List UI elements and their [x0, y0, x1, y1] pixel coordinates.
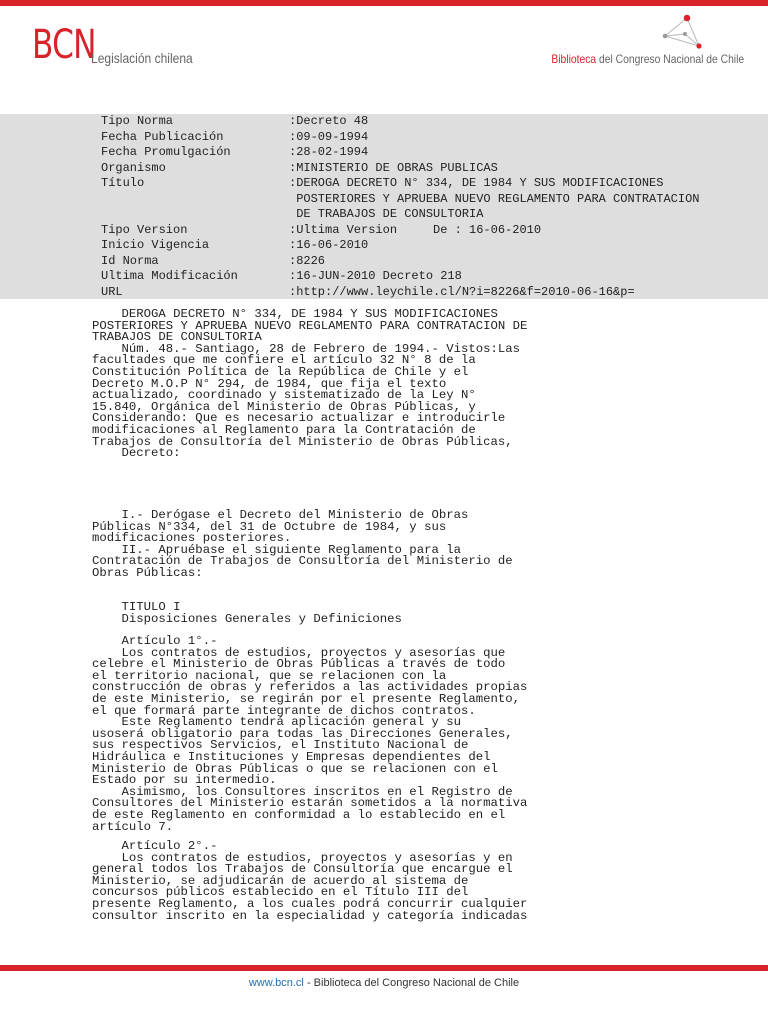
footer-link[interactable]: www.bcn.cl	[248, 977, 304, 989]
meta-label: Título	[101, 176, 145, 190]
network-logo-icon	[661, 12, 705, 52]
meta-value: :16-JUN-2010 Decreto 218	[289, 269, 462, 283]
library-name	[551, 52, 744, 66]
footer-text: - Biblioteca del Congreso Nacional de Chile	[303, 977, 520, 989]
meta-value: :Ultima Version De : 16-06-2010	[289, 222, 542, 237]
meta-value: DE TRABAJOS DE CONSULTORIA	[289, 207, 484, 221]
meta-value: :MINISTERIO DE OBRAS PUBLICAS	[289, 160, 498, 175]
library-prefix: Biblioteca	[551, 52, 596, 66]
meta-label: URL	[101, 284, 123, 299]
meta-label: Inicio Vigencia	[101, 238, 210, 252]
titulo-heading: TITULO I Disposiciones Generales y Definiciones	[121, 600, 402, 626]
url-link[interactable]: :http://www.leychile.cl/N?i=8226&f=2010-06-16&p=	[289, 284, 635, 299]
meta-value: :DEROGA DECRETO N° 334, DE 1984 Y SUS MODIFICACIONES	[289, 176, 664, 190]
logo-subtitle: Legislación chilena	[91, 50, 193, 66]
bottom-red-bar	[0, 965, 768, 971]
footer	[0, 977, 768, 989]
decree-preamble: DEROGA DECRETO N° 334, DE 1984 Y SUS MODIFICACIONES POSTERIORES Y APRUEBA NUEVO REGLAMENTO PARA CONTRATACION DE TRABAJOS DE CONSULTORIA Núm. 48.- Santiago, 28 de Febrero de 1994.- Vistos:Las facultades que me confiere el artículo 32 N° 8 de la Constitución Política de la República de Chile y el Decreto M.O.P N° 294, de 1984, que fija el texto actualizado, coordinado y sistematizado de la Ley N° 15.840, Orgánica del Ministerio de Obras Públicas, y Considerando: Que es necesario actualizar e introducirle modificaciones al Reglamento para la Contratación de Trabajos de Consultoría del Ministerio de Obras Públicas, Decreto:	[92, 307, 528, 461]
bcn-logo: BCN	[32, 22, 96, 68]
meta-label: Fecha Publicación	[101, 129, 224, 144]
top-red-bar	[0, 0, 768, 6]
meta-label: Tipo Norma	[101, 114, 174, 128]
decree-articles-intro: I.- Derógase el Decreto del Ministerio de Obras Públicas N°334, del 31 de Octubre de 1984, y sus modificaciones posteriores. II.- Apruébase el siguiente Reglamento para la Contratación de Trabajos de Consultoría del Ministerio de Obras Públicas:	[92, 508, 513, 580]
meta-label: Organismo	[101, 160, 166, 175]
meta-value: :16-06-2010	[289, 238, 369, 252]
meta-value: :Decreto 48	[289, 114, 369, 128]
meta-label: Ultima Modificación	[101, 269, 238, 283]
meta-value: POSTERIORES Y APRUEBA NUEVO REGLAMENTO PARA CONTRATACION	[289, 191, 700, 206]
meta-value: :09-09-1994	[289, 129, 369, 144]
metadata-panel	[0, 114, 768, 299]
article-1: Artículo 1°.- Los contratos de estudios, proyectos y asesorías que celebre el Ministerio de Obras Públicas a través de todo el territorio nacional, que se relacionen con la construcción de obras y referidos a las actividades propias de este Ministerio, se regirán por el presente Reglamento, el que formará parte integrante de dichos contratos. Este Reglamento tendrá aplicación general y su usoserá obligatorio para todas las Direcciones Generales, sus respectivos Servicios, el Instituto Nacional de Hidráulica e Instituciones y Empresas dependientes del Ministerio de Obras Públicas o que se relacionen con el Estado por su intermedio. Asimismo, los Consultores inscritos en el Registro de Consultores del Ministerio estarán sometidos a la normativa de este Reglamento en conformidad a lo establecido en el artículo 7.	[92, 634, 528, 834]
meta-label: Fecha Promulgación	[101, 145, 231, 159]
library-rest: del Congreso Nacional de Chile	[595, 52, 744, 66]
meta-value: :28-02-1994	[289, 145, 369, 159]
meta-value: :8226	[289, 253, 326, 268]
meta-label: Tipo Version	[101, 222, 188, 237]
article-2: Artículo 2°.- Los contratos de estudios, proyectos y asesorías y en general todos los Trabajos de Consultoría que encargue el Ministerio, se adjudicarán de acuerdo al sistema de concursos públicos establecido en el Título III del presente Reglamento, a los cuales podrá concurrir cualquier consultor inscrito en la especialidad y categoría indicadas	[92, 839, 528, 923]
meta-label: Id Norma	[101, 253, 159, 268]
